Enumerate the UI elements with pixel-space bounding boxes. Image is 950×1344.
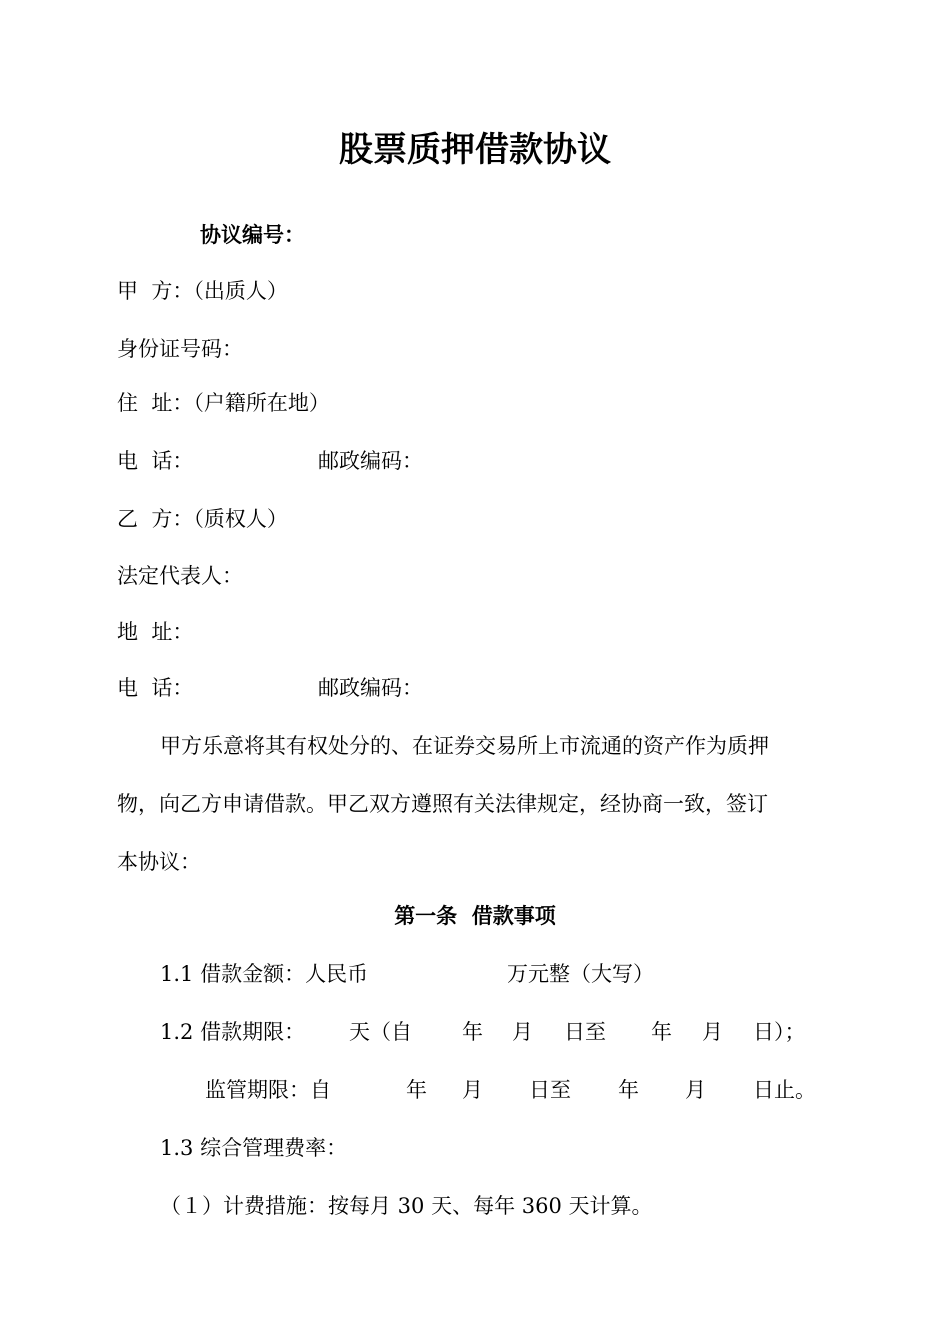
party-b-phone-label: 电 话： — [117, 676, 194, 700]
supervision-term-part: 月 — [462, 1078, 483, 1102]
supervision-term-part: 月 — [685, 1078, 706, 1102]
party-a-id-label: 身份证号码： — [117, 337, 243, 361]
supervision-term-part: 年 — [618, 1078, 639, 1102]
supervision-term-part: 日至 — [529, 1078, 571, 1102]
document-title: 股票质押借款协议 — [339, 130, 611, 170]
party-a-postcode-label: 邮政编码： — [318, 449, 423, 473]
loan-term-part: 天（自 — [349, 1020, 412, 1044]
party-a-phone-label: 电 话： — [117, 449, 194, 473]
loan-term-part: 月 — [512, 1020, 533, 1044]
loan-amount-label: 1.1 借款金额：人民币 — [160, 962, 369, 986]
fee-method-text: （１）计费措施：按每月 30 天、每年 360 天计算。 — [160, 1194, 653, 1218]
party-b-legal-rep-label: 法定代表人： — [117, 564, 243, 588]
party-b-postcode-label: 邮政编码： — [318, 676, 423, 700]
supervision-term-label: 监管期限：自 — [205, 1078, 331, 1102]
loan-term-label: 1.2 借款期限： — [160, 1020, 306, 1044]
intro-line-3: 本协议： — [117, 850, 201, 874]
loan-term-part: 日至 — [564, 1020, 606, 1044]
fee-rate-label: 1.3 综合管理费率： — [160, 1136, 348, 1160]
intro-line-2: 物，向乙方申请借款。甲乙双方遵照有关法律规定，经协商一致，签订 — [117, 792, 768, 816]
supervision-term-part: 日止。 — [753, 1078, 816, 1102]
loan-term-part: 年 — [462, 1020, 483, 1044]
agreement-number-label: 协议编号： — [200, 222, 305, 247]
loan-amount-suffix: 万元整（大写） — [507, 962, 654, 986]
party-b-label: 乙 方：（质权人） — [117, 507, 288, 531]
loan-term-part: 月 — [702, 1020, 723, 1044]
loan-term-part: 日）； — [753, 1020, 806, 1044]
party-b-address-label: 地 址： — [117, 620, 194, 644]
party-a-label: 甲 方：（出质人） — [117, 279, 288, 303]
party-a-address-label: 住 址：（户籍所在地） — [117, 391, 330, 415]
article-1-heading: 第一条 借款事项 — [394, 903, 556, 928]
supervision-term-part: 年 — [406, 1078, 427, 1102]
intro-line-1: 甲方乐意将其有权处分的、在证券交易所上市流通的资产作为质押 — [160, 734, 769, 758]
loan-term-part: 年 — [651, 1020, 672, 1044]
